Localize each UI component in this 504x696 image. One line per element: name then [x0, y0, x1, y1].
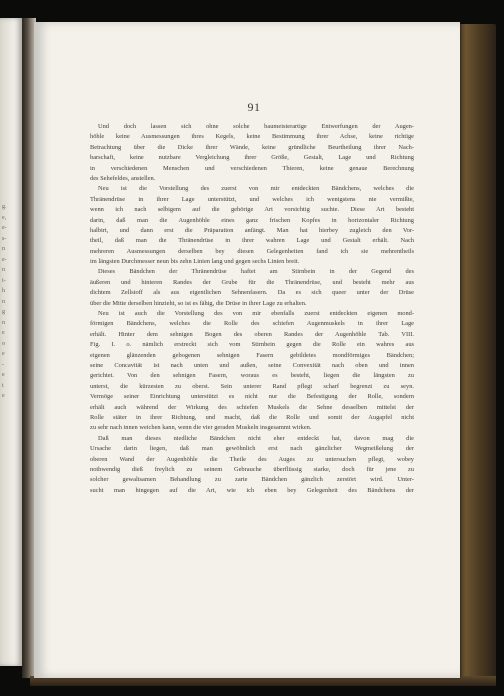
text-line: eigenen glänzenden gebogenen sehnigen Fasern gebildetes mondförmiges Bändchen; — [90, 351, 414, 359]
left-page-fragment: g — [2, 309, 5, 315]
text-line: theil, daß man die Thränendrüse in ihrer wahren Lage und Gestalt erhält. Nach — [90, 237, 414, 245]
left-page-fragment: n — [2, 267, 5, 273]
text-line: erhält. Hinter dem sehnigen Bogen des oberen Randes der Augenhöhle Tab. VIII. — [90, 330, 414, 338]
text-line: Vermöge seiner Einrichtung unterstützt es nicht nur die Befestigung der Rolle, sondern — [90, 393, 414, 401]
left-page-fragment: e — [2, 330, 5, 336]
text-line: Thränendrüse in ihrer Lage unterstützt, und welches ich wenigstens nie vermißte, — [90, 195, 414, 203]
left-page-fragment: n — [2, 298, 5, 305]
text-line: äußeren und hinteren Randes der Grube für die Thränendrüse, und besteht mehr aus — [90, 278, 414, 286]
text-line: Und doch lassen sich ohne solche baumeisterartige Entwerfungen der Augen- — [98, 123, 414, 130]
text-line: in verschiedenen Menschen und verschiedenen Thieren, keine genaue Berechnung — [90, 164, 414, 172]
text-line: Neu ist die Vorstellung des zuerst von mir entdeckten Bändchens, welches die — [98, 185, 414, 193]
text-line: Fig. I. o. nämlich erstreckt sich vom Stirnbein gegen die Rolle ein wahres aus — [90, 341, 414, 349]
left-page-fragment: g. — [2, 204, 7, 210]
text-line: Betrachtung über die Dicke ihrer Wände, keine gründliche Beurtheilung ihrer Nach- — [90, 143, 414, 151]
left-page-fragment: e — [2, 351, 5, 357]
left-page-fragment: e- — [2, 256, 7, 263]
text-line: höhle keine Ausmessungen ihres Kegels, keine Bestimmung ihrer Achse, keine richtige — [90, 133, 414, 141]
left-page-fragment: s- — [2, 235, 7, 242]
text-line: über die Mitte derselben hinzieht, so ist es fähig, die Drüse in ihrer Lage zu erhalten. — [90, 299, 307, 307]
text-line: zu sehr nach innen weichen kann, wenn die vier geraden Muskeln insgesammt wirken. — [90, 424, 312, 432]
left-page-fragment: n — [2, 246, 5, 252]
text-line: oberen Wand der Augenhöhle die Theile des Auges zu untersuchen pflegt, wobey — [90, 455, 414, 463]
text-line: halbirt, und dann erst die Präparation anfängt. Man hat hierbey zugleich den Vor- — [90, 226, 414, 234]
text-line: Neu ist auch die Vorstellung des von mir ebenfalls zuerst entdeckten eigenen mond- — [98, 310, 414, 318]
text-line: im längsten Durchmesser neun bis zehn Linien lang und gegen sechs Linien breit. — [90, 258, 300, 266]
left-page-fragment: t- — [2, 277, 6, 284]
text-line: erhält auch während der Wirkung des schiefen Muskels die Sehne desselben mittelst der — [90, 403, 414, 411]
left-page-fragment: t — [2, 382, 4, 389]
text-line: dichtem Zellstoff als aus eigentlichen Sehnenfasern. Da es sich queer unter der Drüse — [90, 289, 414, 297]
left-page-fragment: e — [2, 372, 5, 378]
text-line: wenn ich nach selbigem auf die gehörige Art vorsichtig suchte. Diese Art besteht — [90, 206, 414, 214]
left-page-fragment: e — [2, 393, 5, 399]
left-page-fragment: h — [2, 288, 5, 294]
left-page-fragment: o — [2, 340, 5, 347]
body-text — [90, 122, 414, 496]
page — [34, 22, 460, 678]
text-line: unterst, die kürzesten zu oberst. Sein unterer Rand pflegt scharf begrenzt zu seyn. — [90, 382, 414, 390]
text-line: Dieses Bändchen der Thränendrüse haftet am Stirnbein in der Gegend des — [98, 268, 414, 276]
left-page-fragment: - — [2, 361, 4, 368]
book-cover-edge — [456, 24, 496, 680]
text-line: solcher gewaltsamen Behandlung zu zarte Bändchen gänzlich zerstört wird. Unter- — [90, 476, 414, 484]
text-line: barschaft, keine nutzbare Vergleichung ihrer Größe, Gestalt, Lage und Richtung — [90, 154, 414, 162]
text-line: Rolle stäter in ihrer Richtung, und macht, daß die Rolle und somit der Augapfel nicht — [90, 413, 414, 421]
text-line: des Sehefeldes, anstellen. — [90, 174, 156, 182]
left-page-fragment: e, — [2, 214, 7, 221]
text-line: nothwendig dieß freylich zu seinem Gebrauche überflüssig starke, doch für jene zu — [90, 465, 414, 473]
page-number: 91 — [247, 100, 261, 114]
text-line: förmigen Bändchens, welches die Rolle des schiefen Augenmuskels in ihrer Lage — [90, 320, 414, 328]
text-line: Daß man dieses niedliche Bändchen nicht eher entdeckt hat, davon mag die — [98, 434, 414, 442]
text-line: Ursache darin liegen, daß man gewöhnlich erst nach gänzlicher Wegmeißelung der — [90, 445, 414, 453]
text-line: mehreren Ausmessungen derselben bey diesen Gelegenheiten fand ich sie mehrentheils — [90, 247, 414, 255]
left-page-fragment: e- — [2, 225, 7, 231]
text-line: gerichtet. Von den sehnigen Fasern, woraus es besteht, liegen die längsten zu — [90, 372, 414, 380]
text-line: sucht man hingegen auf die Art, wie ich eben bey Gelegenheit des Bändchens der — [90, 486, 414, 494]
text-line: seine Concavität ist nach unten und außen, seine Convexität nach oben und innen — [90, 361, 414, 369]
text-line: darin, daß man die Augenhöhle eines ganz frischen Kopfes in horizontaler Richtung — [90, 216, 414, 224]
left-page-edge — [0, 18, 22, 666]
left-page-fragment: n — [2, 319, 5, 326]
